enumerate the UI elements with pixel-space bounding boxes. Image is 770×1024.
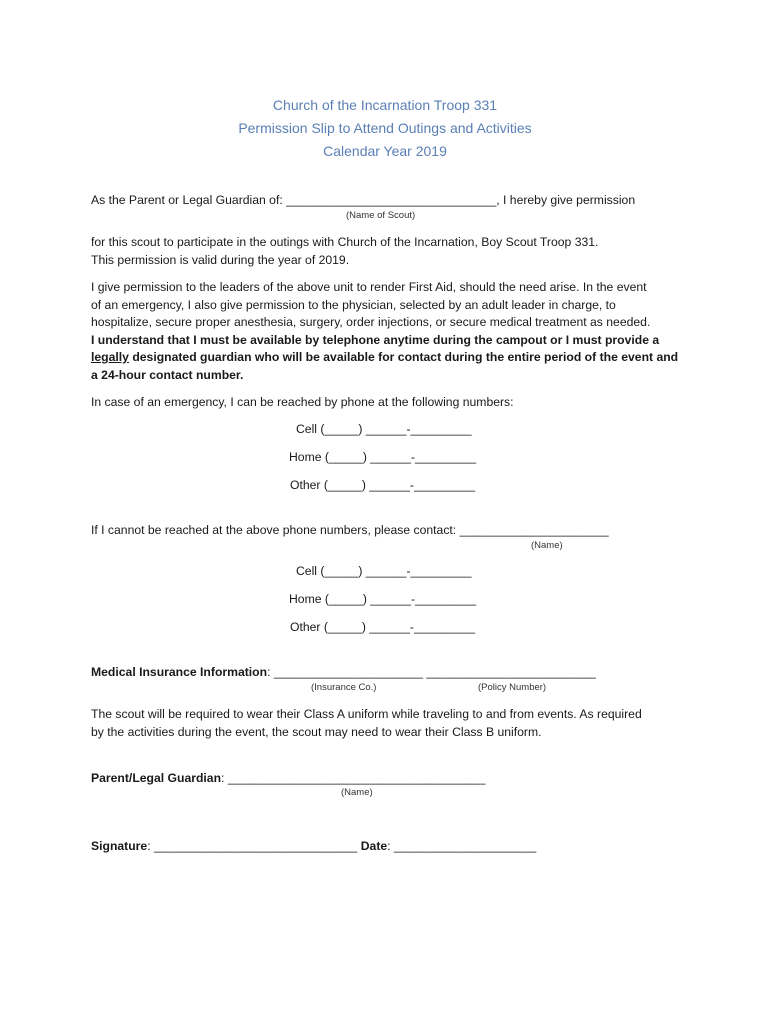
date-label: Date [360,839,388,853]
guardian-of-line: As the Parent or Legal Guardian of: _______________________________, I hereby give permission [91,193,636,207]
emergency-intro: In case of an emergency, I can be reached by phone at the following numbers: [91,395,514,409]
first-aid-line-3: hospitalize, secure proper anesthesia, surgery, order injections, or secure medical treatment as needed. [91,315,651,329]
guardian-name-line [91,770,485,788]
uniform-paragraph [91,706,681,741]
form-year: Calendar Year 2019 [323,143,447,159]
alternate-contact-line[interactable]: If I cannot be reached at the above phone numbers, please contact: ______________________ [91,523,609,537]
guardian-label: Parent/Legal Guardian [91,771,222,785]
uniform-line-2: by the activities during the event, the scout may need to wear their Class B uniform. [91,724,542,739]
guardian-name-field[interactable]: : ______________________________________ [221,771,486,785]
emergency-other-field[interactable]: Other (_____) ______-_________ [290,478,475,492]
alternate-cell-field[interactable]: Cell (_____) ______-_________ [296,564,472,578]
signature-label: Signature [91,839,148,853]
guardian-name-caption: (Name) [341,787,373,798]
alternate-home-field[interactable]: Home (_____) ______-_________ [289,592,477,606]
first-aid-line-1: I give permission to the leaders of the above unit to render First Aid, should the need arise. In the event [91,280,647,294]
participation-line-2: This permission is valid during the year of 2019. [91,252,350,267]
insurance-label: Medical Insurance Information [91,665,268,679]
alternate-other-field[interactable]: Other (_____) ______-_________ [290,620,475,634]
participation-paragraph [91,234,681,269]
availability-line-2 [91,349,681,367]
insurance-field[interactable]: : ______________________ _________________________ [267,665,596,679]
date-field[interactable]: : _____________________ [387,839,537,853]
emergency-cell-field[interactable]: Cell (_____) ______-_________ [296,422,472,436]
availability-line-3: a 24-hour contact number. [91,367,244,382]
org-title: Church of the Incarnation Troop 331 [272,97,498,113]
participation-line-1: for this scout to participate in the outings with Church of the Incarnation, Boy Scout Troop 331. [91,235,599,249]
alternate-name-caption: (Name) [531,540,563,551]
availability-line-2-rest: designated guardian who will be available for contact during the entire period of the event and [128,350,679,364]
scout-name-caption: (Name of Scout) [346,210,416,221]
signature-line [91,838,536,856]
insurance-line [91,664,596,682]
signature-field[interactable]: : ______________________________ [147,839,358,853]
form-title: Permission Slip to Attend Outings and Activities [238,120,532,136]
first-aid-line-2: of an emergency, I also give permission to the physician, selected by an adult leader in charge, to [91,297,616,312]
insurance-company-caption: (Insurance Co.) [311,682,377,693]
first-aid-paragraph [91,279,681,384]
availability-line-1: I understand that I must be available by telephone anytime during the campout or I must provide a [91,332,660,347]
legally-word: legally [91,350,129,364]
policy-number-caption: (Policy Number) [478,682,547,693]
uniform-line-1: The scout will be required to wear their Class A uniform while traveling to and from events. As required [91,707,642,721]
emergency-home-field[interactable]: Home (_____) ______-_________ [289,450,477,464]
